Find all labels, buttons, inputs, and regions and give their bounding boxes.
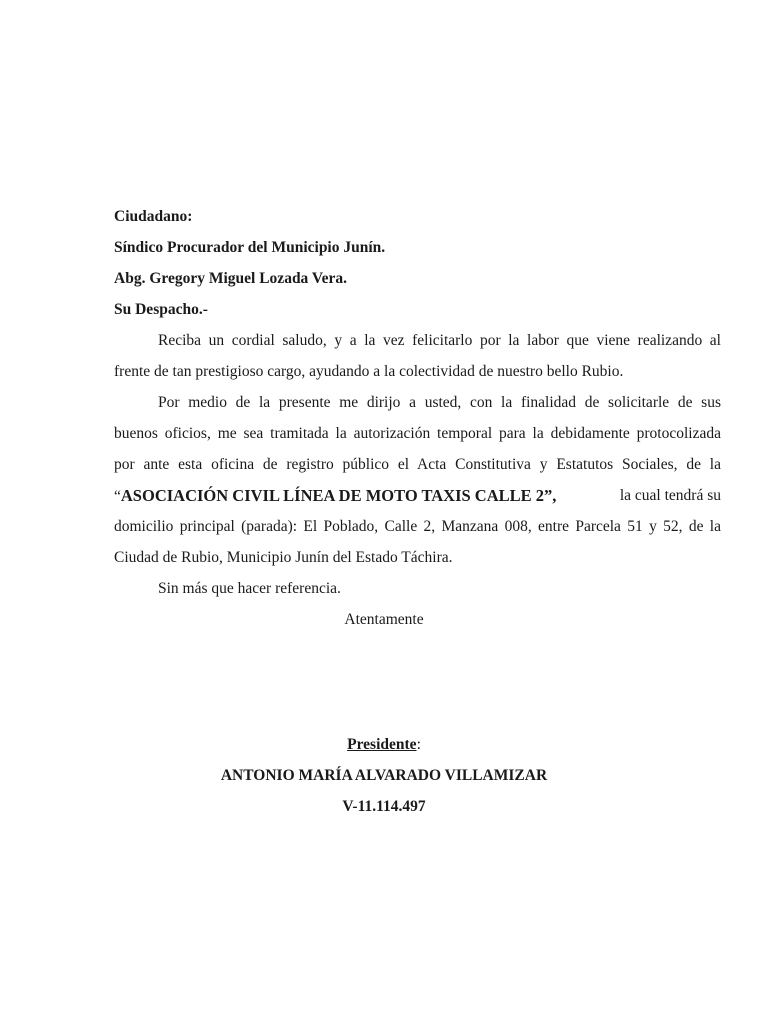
paragraph-2-line-6: Ciudad de Rubio, Municipio Junín del Estado Táchira. — [114, 549, 453, 566]
paragraph-2-line-4 — [114, 486, 721, 507]
signature-role — [0, 735, 768, 755]
closing: Atentamente — [344, 611, 424, 628]
association-name-line — [114, 486, 556, 507]
paragraph-3: Sin más que hacer referencia. — [158, 580, 341, 597]
paragraph-1-line-2: frente de tan prestigioso cargo, ayudando a la colectividad de nuestro bello Rubio. — [114, 363, 624, 380]
recipient-title: Síndico Procurador del Municipio Junín. — [114, 239, 386, 256]
recipient-name: Abg. Gregory Miguel Lozada Vera. — [114, 270, 348, 287]
paragraph-2-line-5: domicilio principal (parada): El Poblado, Calle 2, Manzana 008, entre Parcela 51 y 52, de la — [114, 518, 721, 535]
signature-id: V-11.114.497 — [342, 798, 426, 815]
open-quote: “ — [114, 488, 121, 505]
paragraph-2-line-3: por ante esta oficina de registro público el Acta Constitutiva y Estatutos Sociales, de la — [114, 456, 721, 473]
paragraph-2-line-4-rest: la cual tendrá su — [615, 487, 721, 504]
paragraph-2-line-1: Por medio de la presente me dirijo a usted, con la finalidad de solicitarle de sus — [158, 394, 721, 411]
association-name: ASOCIACIÓN CIVIL LÍNEA DE MOTO TAXIS CALLE 2”, — [120, 486, 557, 505]
recipient-office: Su Despacho.- — [114, 301, 208, 318]
paragraph-1-line-1: Reciba un cordial saludo, y a la vez felicitarlo por la labor que viene realizando al — [158, 332, 721, 349]
recipient-salutation: Ciudadano: — [114, 208, 193, 225]
signature-role-suffix: : — [416, 736, 421, 753]
signature-name: ANTONIO MARÍA ALVARADO VILLAMIZAR — [220, 767, 548, 784]
paragraph-2-line-2: buenos oficios, me sea tramitada la autorización temporal para la debidamente protocolizada — [114, 425, 721, 442]
signature-role-label: Presidente — [347, 736, 417, 753]
